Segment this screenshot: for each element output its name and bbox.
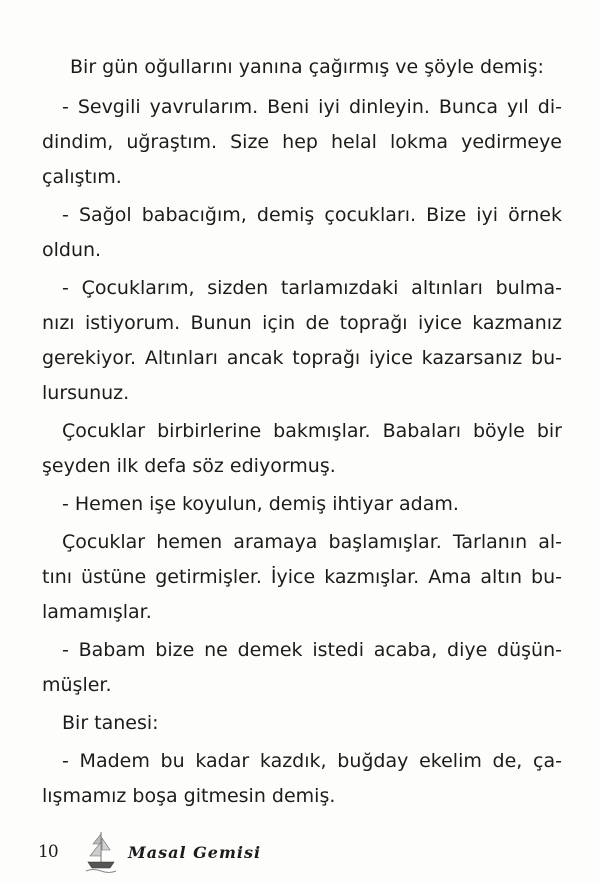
text-line: çalıştım. [42, 166, 122, 188]
text-line: - Sevgili yavrularım. Beni iyi dinleyin. Bunca yıl di- [62, 96, 562, 118]
text-line: dindim, uğraştım. Size hep helal lokma yedirmeye [42, 131, 562, 153]
text-line: Çocuklar hemen aramaya başlamışlar. Tarlanın al- [62, 531, 562, 553]
text-line: oldun. [42, 239, 102, 261]
text-line: lışmamız boşa gitmesin demiş. [42, 785, 336, 807]
text-line: - Madem bu kadar kazdık, buğday ekelim de, ça- [62, 750, 562, 772]
text-line: tını üstüne getirmişler. İyice kazmışlar. Ama altın bu- [42, 566, 562, 588]
text-line: lamamışlar. [42, 601, 152, 623]
text-line: - Babam bize ne demek istedi acaba, diye düşün- [62, 639, 562, 661]
text-line: lursunuz. [42, 382, 130, 404]
series-title: Masal Gemisi [128, 843, 262, 862]
text-line: şeyden ilk defa söz ediyormuş. [42, 455, 336, 477]
text-line: Bir gün oğullarını yanına çağırmış ve şöyle demiş: [70, 56, 544, 78]
text-line: gerekiyor. Altınları ancak toprağı iyice kazarsanız bu- [42, 347, 562, 369]
text-line: - Çocuklarım, sizden tarlamızdaki altınları bulma- [62, 277, 562, 299]
text-line: - Hemen işe koyulun, demiş ihtiyar adam. [62, 493, 459, 515]
text-line: nızı istiyorum. Bunun için de toprağı iyice kazmanız [42, 312, 562, 334]
page-number: 10 [38, 842, 58, 862]
page-footer [38, 836, 338, 876]
text-line: müşler. [42, 674, 112, 696]
text-line: - Sağol babacığım, demiş çocukları. Bize iyi örnek [62, 204, 562, 226]
text-line: Çocuklar birbirlerine bakmışlar. Babaları böyle bir [62, 420, 562, 442]
ship-icon [84, 830, 118, 874]
text-line: Bir tanesi: [62, 712, 159, 734]
